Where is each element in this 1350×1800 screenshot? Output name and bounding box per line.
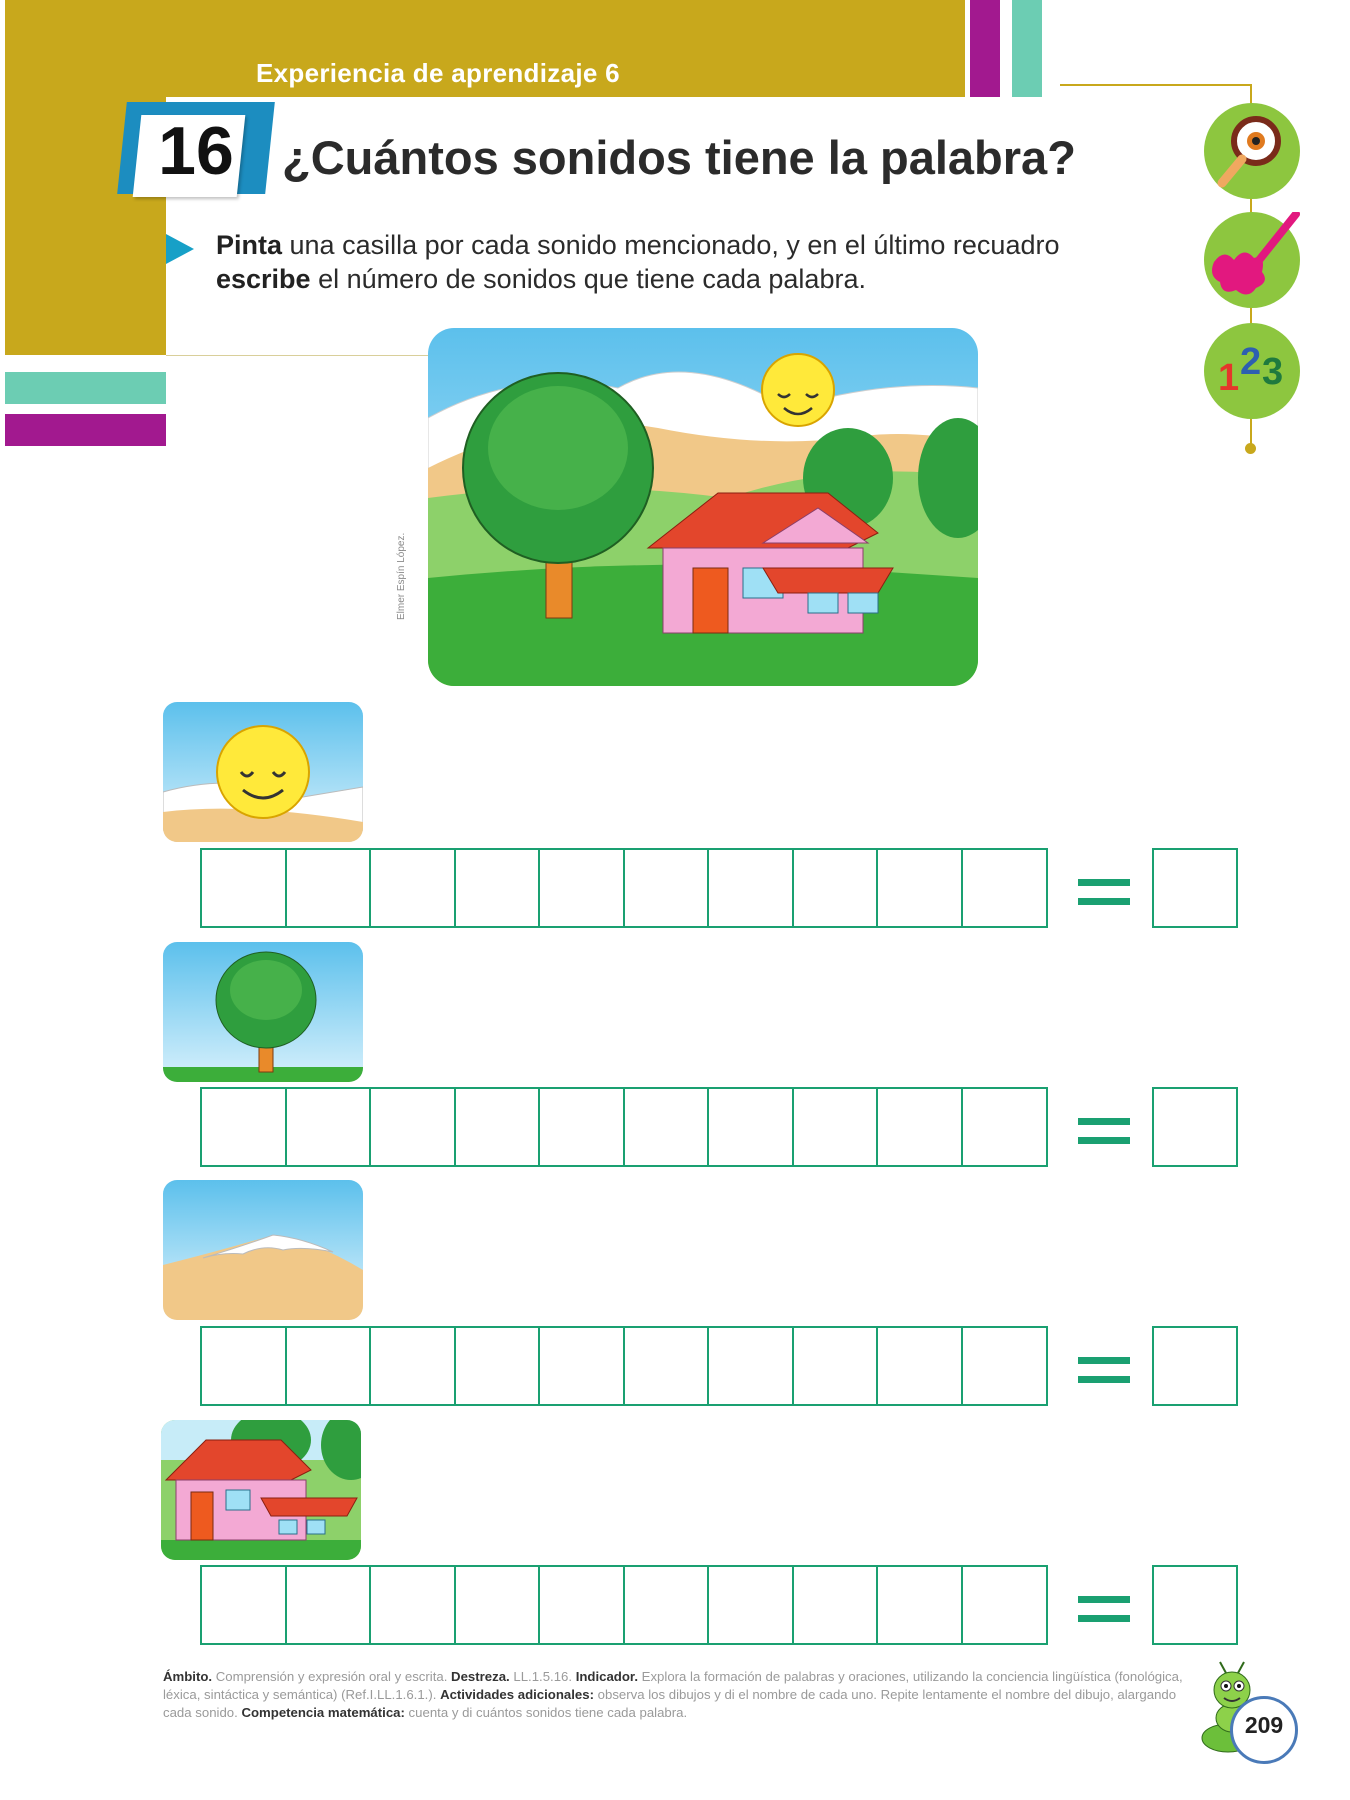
sound-cell[interactable] xyxy=(792,1565,879,1645)
sound-cell[interactable] xyxy=(961,1565,1048,1645)
thumb-tree xyxy=(163,942,363,1082)
sound-cell[interactable] xyxy=(961,1326,1048,1406)
sound-cell[interactable] xyxy=(454,848,541,928)
decor-bar-teal-left xyxy=(5,372,166,404)
sound-cell[interactable] xyxy=(369,1565,456,1645)
instruction-line-1 xyxy=(216,230,1059,261)
footer-ambito-label: Ámbito. xyxy=(163,1669,213,1684)
sound-boxes-row-2 xyxy=(200,1087,1048,1167)
experience-label: Experiencia de aprendizaje 6 xyxy=(256,58,620,88)
footer-destreza-label: Destreza. xyxy=(451,1669,510,1684)
sound-boxes-row-1 xyxy=(200,848,1048,928)
footer-ambito-text: Comprensión y expresión oral y escrita. xyxy=(212,1669,452,1684)
sound-cell[interactable] xyxy=(200,1326,287,1406)
decor-bar-magenta xyxy=(970,0,1000,97)
answer-box-row-2[interactable] xyxy=(1152,1087,1238,1167)
sound-cell[interactable] xyxy=(792,848,879,928)
footer-actividades-label: Actividades adicionales: xyxy=(440,1687,594,1702)
sound-cell[interactable] xyxy=(369,1326,456,1406)
thumb-sun xyxy=(163,702,363,842)
sound-cell[interactable] xyxy=(285,1087,372,1167)
magnifier-eye-icon xyxy=(1204,103,1300,199)
footer-notes xyxy=(163,1668,1183,1722)
sound-cell[interactable] xyxy=(961,1087,1048,1167)
sound-cell[interactable] xyxy=(623,1087,710,1167)
instruction-text-2: el número de sonidos que tiene cada palabra. xyxy=(310,264,866,294)
sound-cell[interactable] xyxy=(285,1565,372,1645)
numbers-123-icon xyxy=(1204,323,1300,419)
lesson-number: 16 xyxy=(158,113,234,189)
thumb-mountain xyxy=(163,1180,363,1320)
sound-cell[interactable] xyxy=(538,1087,625,1167)
decor-bar-magenta-left xyxy=(5,414,166,446)
answer-box-row-1[interactable] xyxy=(1152,848,1238,928)
digit-three: 3 xyxy=(1262,351,1284,393)
sound-cell[interactable] xyxy=(200,1565,287,1645)
sound-cell[interactable] xyxy=(369,1087,456,1167)
sound-cell[interactable] xyxy=(707,848,794,928)
equals-sign xyxy=(1078,1596,1130,1634)
digit-one: 1 xyxy=(1218,357,1240,399)
equals-sign xyxy=(1078,1357,1130,1395)
sound-cell[interactable] xyxy=(200,848,287,928)
sound-cell[interactable] xyxy=(792,1087,879,1167)
sound-cell[interactable] xyxy=(792,1326,879,1406)
sound-cell[interactable] xyxy=(876,1087,963,1167)
bullet-arrow-icon xyxy=(166,234,194,264)
landscape-illustration xyxy=(428,328,978,686)
sun-illustration xyxy=(762,354,834,426)
sound-boxes-row-4 xyxy=(200,1565,1048,1645)
sound-cell[interactable] xyxy=(538,1565,625,1645)
sound-cell[interactable] xyxy=(876,1326,963,1406)
decor-bar-teal xyxy=(1012,0,1042,97)
footer-competencia-text: cuenta y di cuántos sonidos tiene cada palabra. xyxy=(404,1705,688,1720)
answer-box-row-3[interactable] xyxy=(1152,1326,1238,1406)
instruction-line-2 xyxy=(216,264,866,295)
equals-sign xyxy=(1078,879,1130,917)
page-title: ¿Cuántos sonidos tiene la palabra? xyxy=(282,131,1076,184)
sound-cell[interactable] xyxy=(623,1326,710,1406)
instruction-verb-write: escribe xyxy=(216,264,311,294)
answer-box-row-4[interactable] xyxy=(1152,1565,1238,1645)
decor-line xyxy=(1060,84,1252,86)
footer-competencia-label: Competencia matemática: xyxy=(241,1705,405,1720)
sound-cell[interactable] xyxy=(707,1087,794,1167)
sound-cell[interactable] xyxy=(200,1087,287,1167)
sound-cell[interactable] xyxy=(538,1326,625,1406)
decor-dot xyxy=(1245,443,1256,454)
sound-cell[interactable] xyxy=(285,1326,372,1406)
decor-thin-line xyxy=(166,355,428,356)
sound-cell[interactable] xyxy=(623,848,710,928)
instruction-verb-paint: Pinta xyxy=(216,230,283,260)
sound-cell[interactable] xyxy=(876,1565,963,1645)
sound-cell[interactable] xyxy=(623,1565,710,1645)
instruction-text-1: una casilla por cada sonido mencionado, y en el último recuadro xyxy=(282,230,1060,260)
sound-cell[interactable] xyxy=(285,848,372,928)
sound-cell[interactable] xyxy=(454,1087,541,1167)
digit-two: 2 xyxy=(1240,341,1262,383)
sound-cell[interactable] xyxy=(454,1326,541,1406)
sound-cell[interactable] xyxy=(961,848,1048,928)
sound-cell[interactable] xyxy=(876,848,963,928)
sound-cell[interactable] xyxy=(369,848,456,928)
footer-indicador-label: Indicador. xyxy=(575,1669,638,1684)
equals-sign xyxy=(1078,1118,1130,1156)
sound-cell[interactable] xyxy=(707,1326,794,1406)
thumb-house xyxy=(161,1420,361,1560)
sound-cell[interactable] xyxy=(454,1565,541,1645)
sound-boxes-row-3 xyxy=(200,1326,1048,1406)
footer-actividades-text: observa los dibujos y di el nombre de cada uno. Repite lentamente el nombre del dibujo, alargando cada sonido. xyxy=(163,1687,1177,1720)
illustration-credit: Elmer Espín López. xyxy=(396,532,407,620)
paint-brush-icon xyxy=(1204,212,1300,308)
footer-indicador-text: Explora la formación de palabras y oraciones, utilizando la conciencia lingüística (fonológica, léxica, sintáctica y semántica) (Ref.I.LL.1.6.1.). xyxy=(163,1669,1183,1702)
sound-cell[interactable] xyxy=(707,1565,794,1645)
sound-cell[interactable] xyxy=(538,848,625,928)
footer-destreza-text: LL.1.5.16. xyxy=(509,1669,576,1684)
page-number: 209 xyxy=(1244,1712,1284,1738)
